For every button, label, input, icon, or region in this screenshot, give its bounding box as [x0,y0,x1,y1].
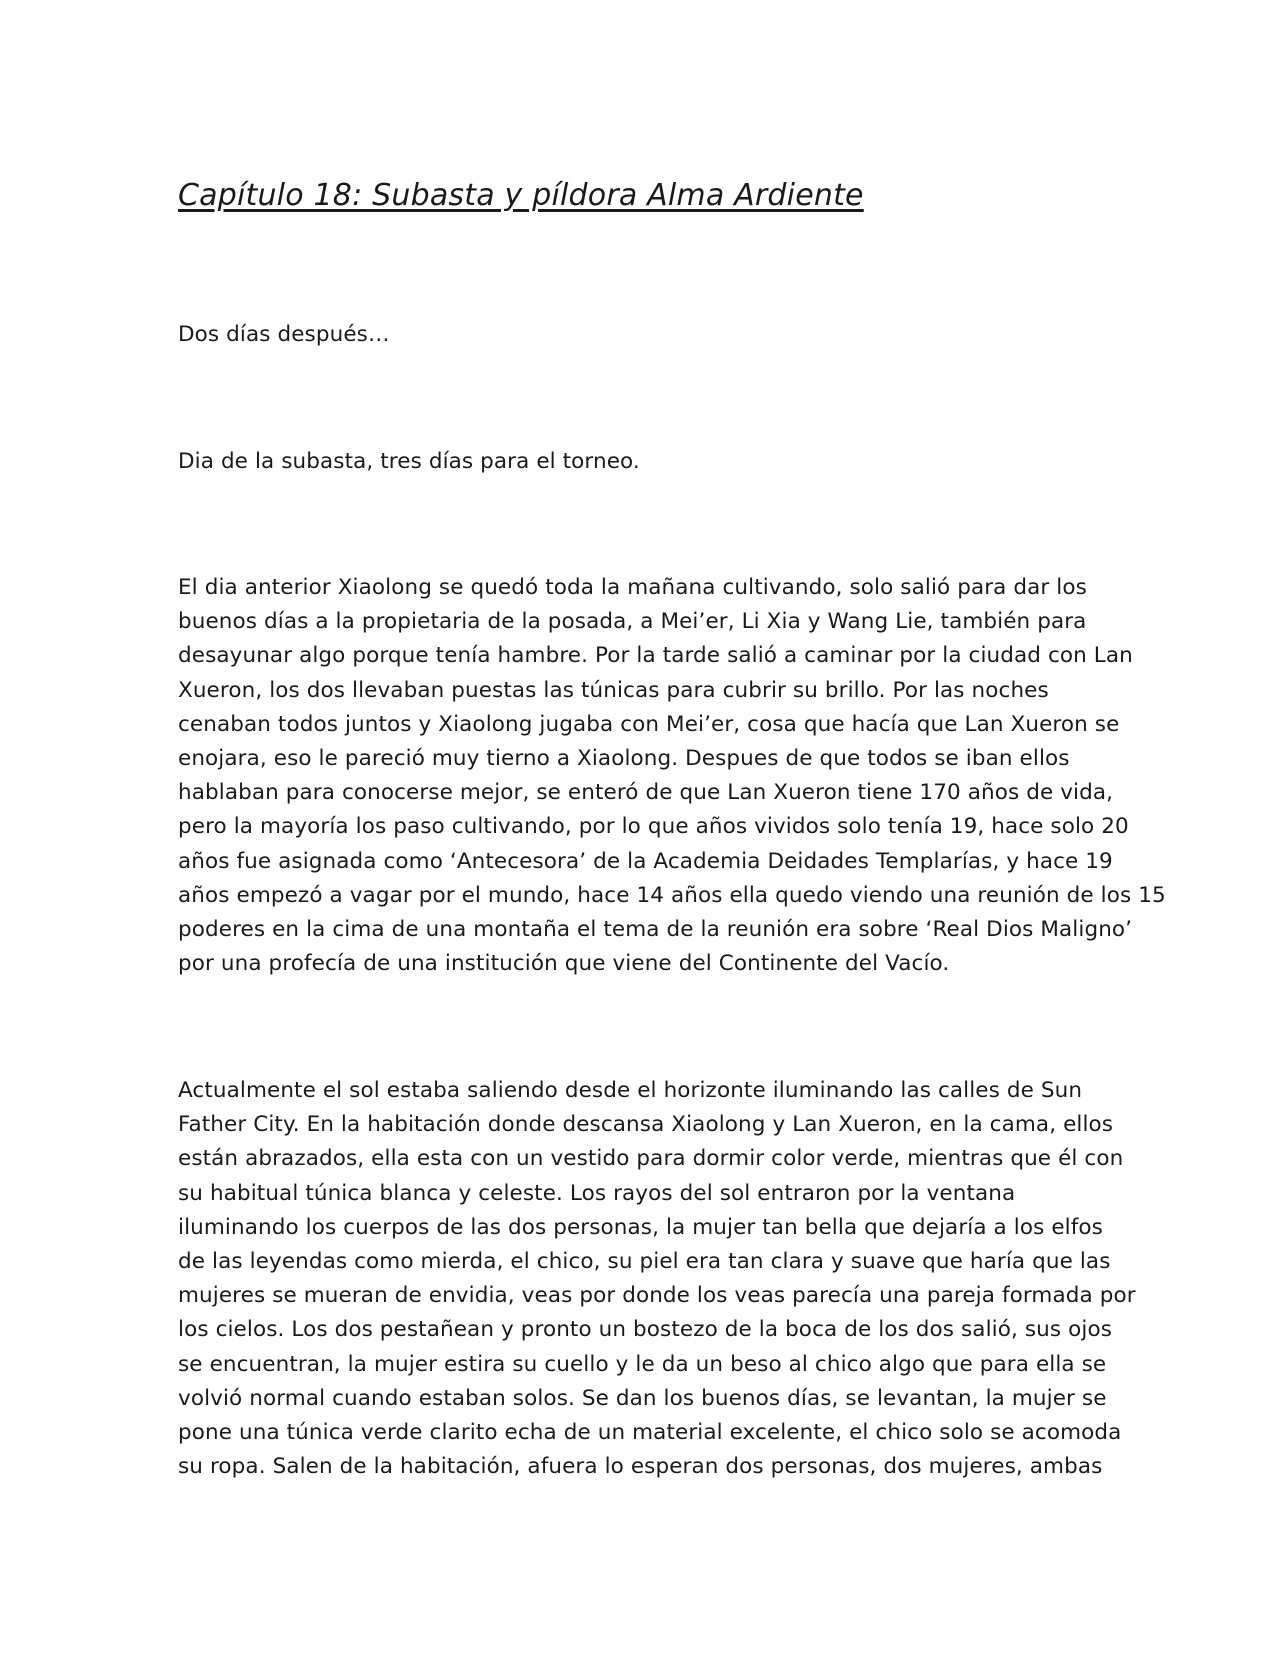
text-line: volvió normal cuando estaban solos. Se dan los buenos días, se levantan, la mujer se [178,1385,1107,1411]
paragraph-4 [178,1074,1136,1484]
text-line: se encuentran, la mujer estira su cuello y le da un beso al chico algo que para ella se [178,1351,1107,1377]
text-line: iluminando los cuerpos de las dos personas, la mujer tan bella que dejaría a los elfos [178,1214,1103,1240]
paragraph-2 [178,445,1118,479]
text-line: cenaban todos juntos y Xiaolong jugaba con Mei’er, cosa que hacía que Lan Xueron se [178,711,1120,737]
chapter-title: Capítulo 18: Subasta y píldora Alma Ardiente [178,178,864,213]
text-line: Father City. En la habitación donde descansa Xiaolong y Lan Xueron, en la cama, ellos [178,1112,1114,1138]
paragraph-3 [178,571,1166,981]
text-line: buenos días a la propietaria de la posada, a Mei’er, Li Xia y Wang Lie, también para [178,609,1087,635]
text-line: desayunar algo porque tenía hambre. Por la tarde salió a caminar por la ciudad con Lan [178,643,1133,669]
text-line: años empezó a vagar por el mundo, hace 14 años ella quedo viendo una reunión de los 15 [178,882,1166,908]
text-line: su habitual túnica blanca y celeste. Los rayos del sol entraron por la ventana [178,1180,1016,1206]
text-line: los cielos. Los dos pestañean y pronto un bostezo de la boca de los dos salió, sus ojos [178,1317,1112,1343]
text-line: Actualmente el sol estaba saliendo desde el horizonte iluminando las calles de Sun [178,1078,1083,1103]
text-line: años fue asignada como ‘Antecesora’ de la Academia Deidades Templarías, y hace 19 [178,848,1113,874]
text-line: están abrazados, ella esta con un vestido para dormir color verde, mientras que él con [178,1146,1124,1172]
text-line: Dia de la subasta, tres días para el torneo. [178,449,640,474]
text-line: Xueron, los dos llevaban puestas las túnicas para cubrir su brillo. Por las noches [178,677,1049,703]
text-line: mujeres se mueran de envidia, veas por donde los veas parecía una pareja formada por [178,1283,1136,1309]
text-line: pero la mayoría los paso cultivando, por lo que años vividos solo tenía 19, hace solo 20 [178,814,1129,840]
text-line: su ropa. Salen de la habitación, afuera lo esperan dos personas, dos mujeres, ambas [178,1454,1103,1480]
text-line: de las leyendas como mierda, el chico, su piel era tan clara y suave que haría que las [178,1249,1111,1275]
text-line: pone una túnica verde clarito echa de un material excelente, el chico solo se acomoda [178,1420,1122,1446]
text-line: por una profecía de una institución que viene del Continente del Vacío. [178,951,950,977]
document-page [178,0,1166,1656]
text-line: poderes en la cima de una montaña el tema de la reunión era sobre ‘Real Dios Maligno’ [178,917,1133,943]
text-line: El dia anterior Xiaolong se quedó toda la mañana cultivando, solo salió para dar los [178,575,1087,600]
paragraph-1 [178,318,1118,352]
text-line: Dos días después… [178,322,390,347]
text-line: hablaban para conocerse mejor, se enteró de que Lan Xueron tiene 170 años de vida, [178,780,1114,806]
text-line: enojara, eso le pareció muy tierno a Xiaolong. Despues de que todos se iban ellos [178,746,1070,772]
